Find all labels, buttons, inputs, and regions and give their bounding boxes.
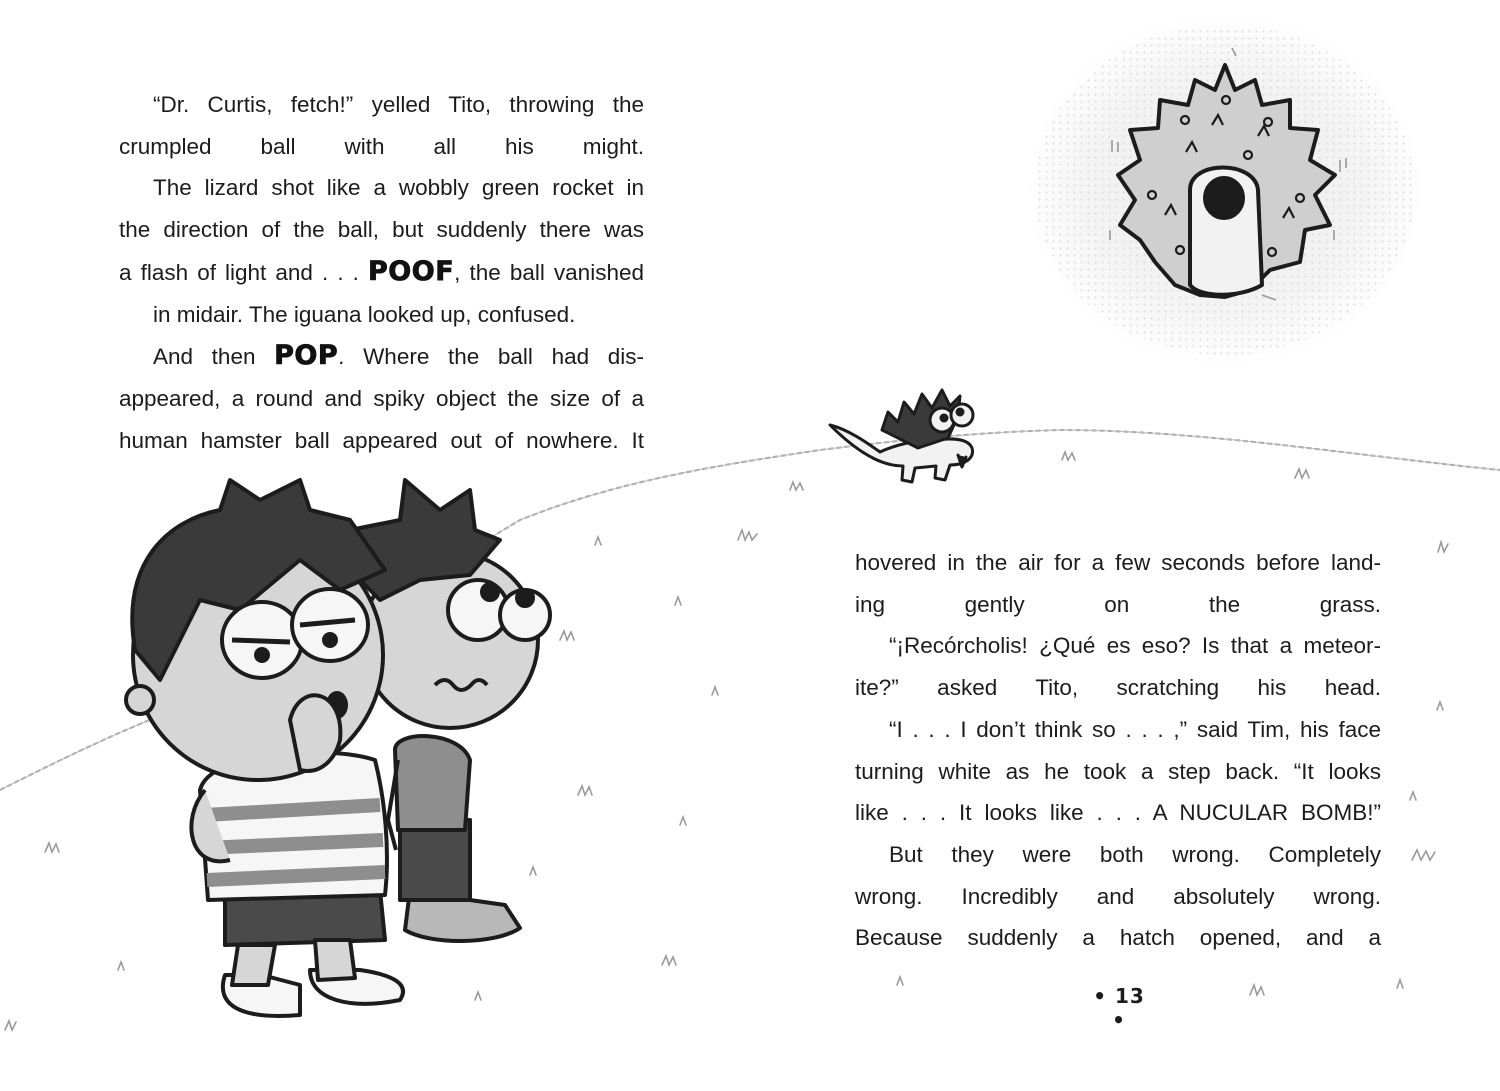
paragraph: [855, 709, 1381, 834]
text-line: wrong. Incredibly and absolutely wrong.: [855, 883, 1381, 909]
text-line: human hamster ball appeared out of nowhere. It: [119, 427, 644, 453]
text-line: The lizard shot like a wobbly green rocket in: [153, 175, 644, 201]
text-line: ing gently on the grass.: [855, 591, 1381, 617]
sound-effect-pop: POP: [274, 340, 339, 372]
paragraph: [855, 834, 1381, 959]
text-line: hovered in the air for a few seconds before land-: [855, 550, 1381, 575]
text-line: And then: [153, 344, 256, 370]
text-line: “¡Recórcholis! ¿Qué es eso? Is that a meteor-: [889, 633, 1381, 659]
right-page: [750, 0, 1500, 1091]
text-line: But they were both wrong. Completely: [889, 841, 1381, 867]
text-line: Because suddenly a hatch opened, and a: [855, 925, 1381, 951]
text-line: “Dr. Curtis, fetch!” yelled Tito, throwing the: [153, 92, 644, 117]
paragraph: [119, 335, 644, 461]
left-text-block: [119, 84, 644, 461]
text-line: ite?” asked Tito, scratching his head.: [855, 675, 1381, 701]
paragraph: [855, 542, 1381, 625]
text-line: crumpled ball with all his might.: [119, 133, 644, 159]
text-line: . Where the ball had dis-: [338, 344, 645, 370]
text-line: turning white as he took a step back. “It looks: [855, 758, 1381, 784]
paragraph: [119, 84, 644, 167]
text-line: , the ball vanished: [454, 259, 644, 285]
right-text-block: [855, 542, 1381, 959]
sound-effect-poof: POOF: [368, 255, 455, 287]
text-line: appeared, a round and spiky object the size of a: [119, 385, 644, 411]
paragraph: [855, 625, 1381, 708]
text-line: like . . . It looks like . . . A NUCULAR BOMB!”: [855, 800, 1381, 826]
text-line: “I . . . I don’t think so . . . ,” said Tim, his face: [889, 716, 1381, 742]
paragraph: [119, 167, 644, 335]
text-line: the direction of the ball, but suddenly there was: [119, 217, 644, 243]
page-number: • 13 •: [1093, 984, 1145, 1032]
text-line: in midair. The iguana looked up, confused.: [153, 301, 576, 327]
text-line: a flash of light and . . .: [119, 259, 359, 285]
